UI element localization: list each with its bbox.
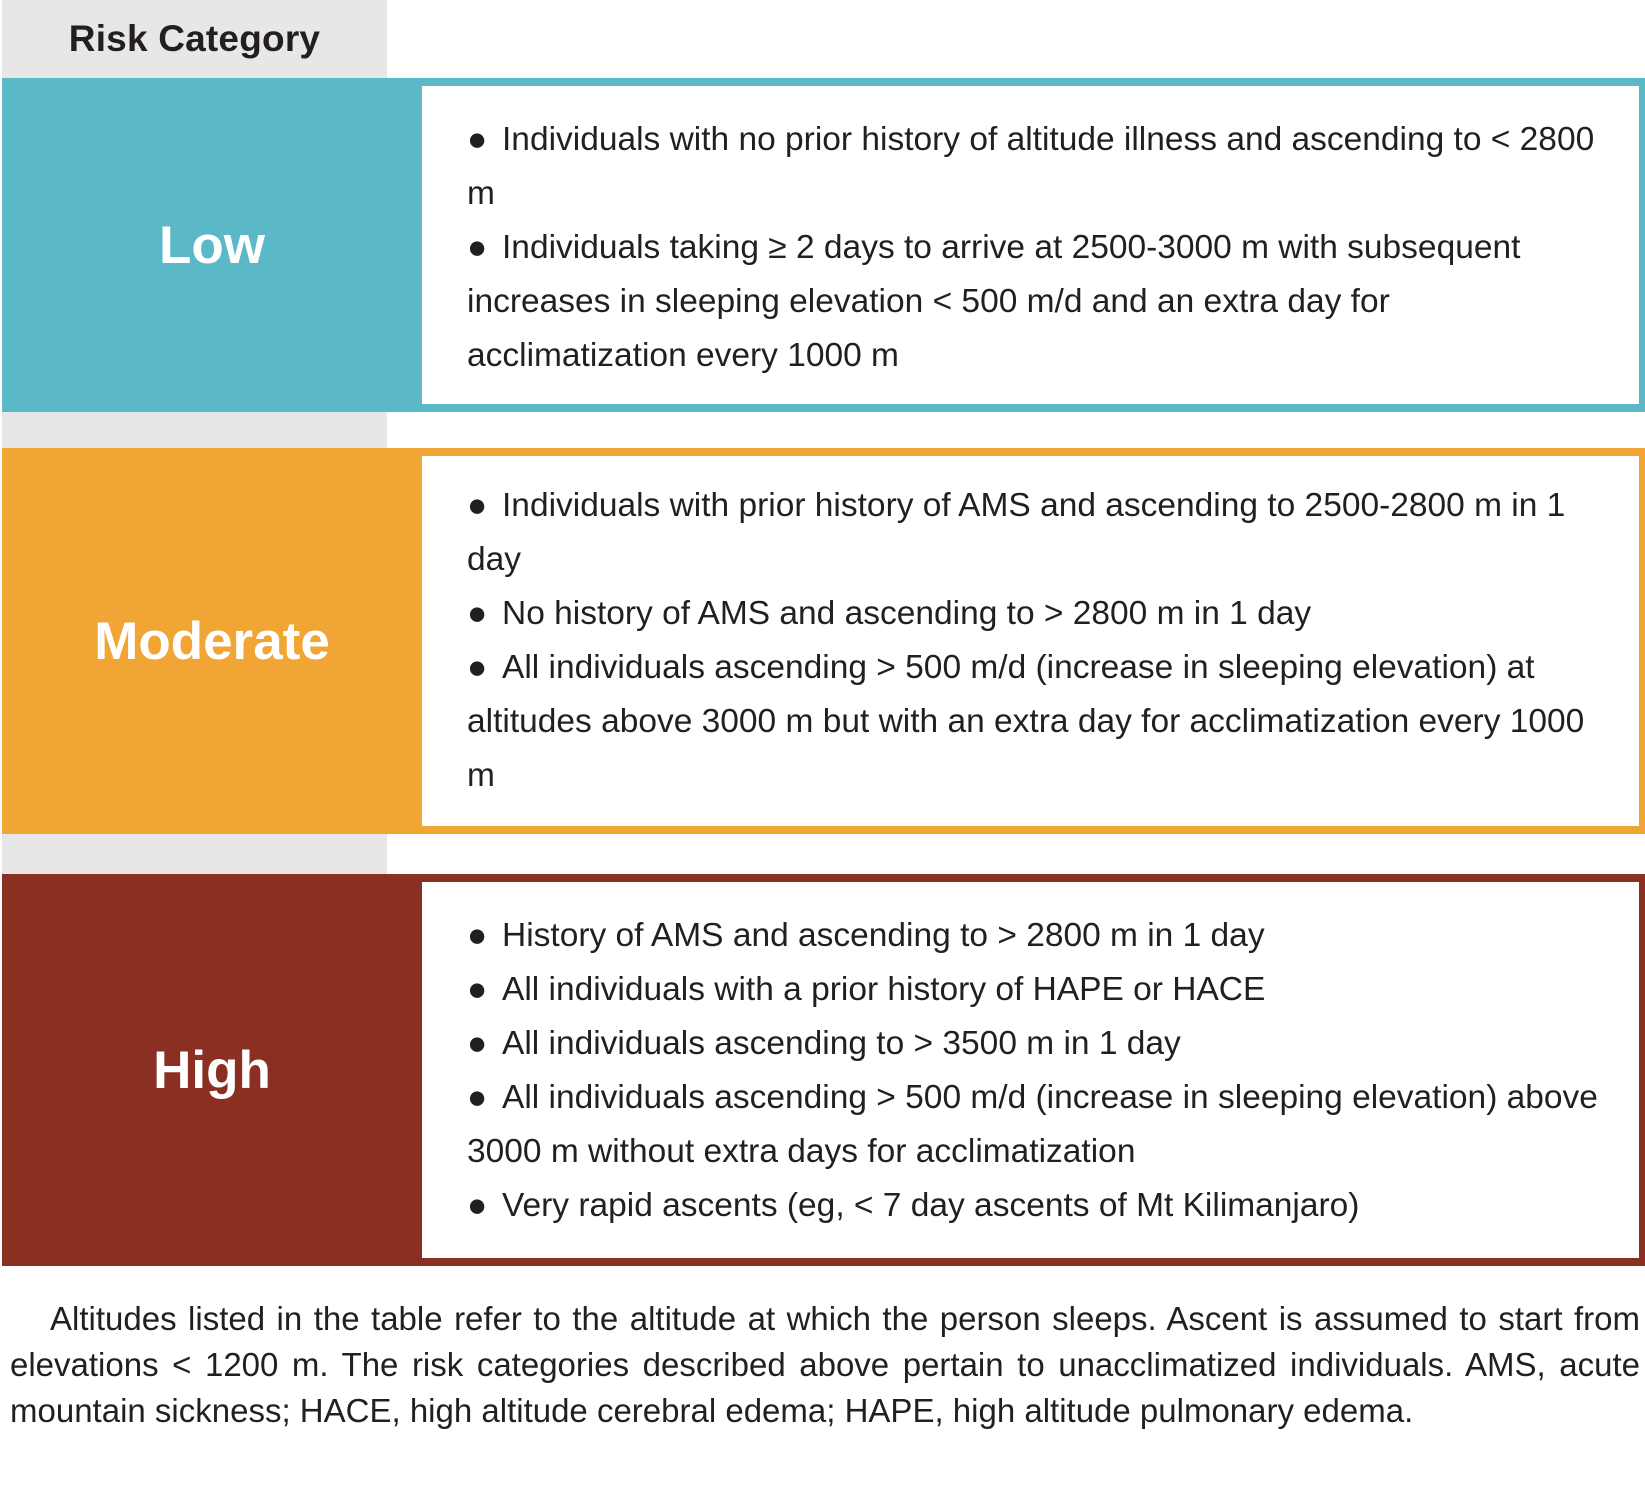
criteria-item: ● History of AMS and ascending to > 2800 m in 1 day [467, 909, 1631, 963]
row-separator [2, 412, 387, 448]
table-footnote: Altitudes listed in the table refer to the altitude at which the person sleeps. Ascent is assumed to start from elevations < 1200 m. The risk categories described above pertain to unacclimatized individuals. AMS, acute mountain sickness; HACE, high altitude cerebral edema; HAPE, high altitude pulmonary edema. [10, 1300, 1640, 1429]
bullet-icon: ● [467, 649, 488, 686]
risk-label-cell [2, 78, 422, 412]
bullet-icon: ● [467, 917, 488, 954]
risk-label-cell [2, 874, 422, 1266]
risk-row-moderate [2, 448, 1645, 834]
row-separator [2, 834, 387, 874]
risk-label: Low [159, 215, 265, 275]
risk-label: High [153, 1040, 271, 1100]
risk-category-header-label: Risk Category [68, 18, 321, 59]
bullet-icon: ● [467, 121, 488, 158]
risk-description-cell [422, 86, 1639, 404]
bullet-icon: ● [467, 229, 488, 266]
risk-description-cell [422, 456, 1639, 826]
criteria-item: ● All individuals ascending > 500 m/d (increase in sleeping elevation) at altitudes above 3000 m but with an extra day for acclimatization every 1000 m [467, 641, 1601, 803]
risk-label-cell [2, 448, 422, 834]
risk-category-header [2, 0, 387, 78]
criteria-item: ● Very rapid ascents (eg, < 7 day ascents of Mt Kilimanjaro) [467, 1179, 1631, 1233]
bullet-icon: ● [467, 595, 488, 632]
risk-row-low [2, 78, 1645, 412]
risk-description-cell [422, 882, 1639, 1258]
bullet-icon: ● [467, 971, 488, 1008]
criteria-item: ● All individuals ascending > 500 m/d (increase in sleeping elevation) above 3000 m without extra days for acclimatization [467, 1071, 1631, 1179]
bullet-icon: ● [467, 1079, 488, 1116]
bullet-icon: ● [467, 1187, 488, 1224]
criteria-item: ● No history of AMS and ascending to > 2800 m in 1 day [467, 587, 1601, 641]
criteria-item: ● All individuals ascending to > 3500 m in 1 day [467, 1017, 1631, 1071]
criteria-item: ● Individuals with no prior history of altitude illness and ascending to < 2800 m [467, 113, 1601, 221]
bullet-icon: ● [467, 1025, 488, 1062]
criteria-item: ● All individuals with a prior history of HAPE or HACE [467, 963, 1631, 1017]
risk-row-high [2, 874, 1645, 1266]
bullet-icon: ● [467, 487, 488, 524]
criteria-item: ● Individuals with prior history of AMS and ascending to 2500-2800 m in 1 day [467, 479, 1601, 587]
risk-label: Moderate [94, 611, 330, 671]
criteria-item: ● Individuals taking ≥ 2 days to arrive at 2500-3000 m with subsequent increases in sleeping elevation < 500 m/d and an extra day for acclimatization every 1000 m [467, 221, 1601, 383]
